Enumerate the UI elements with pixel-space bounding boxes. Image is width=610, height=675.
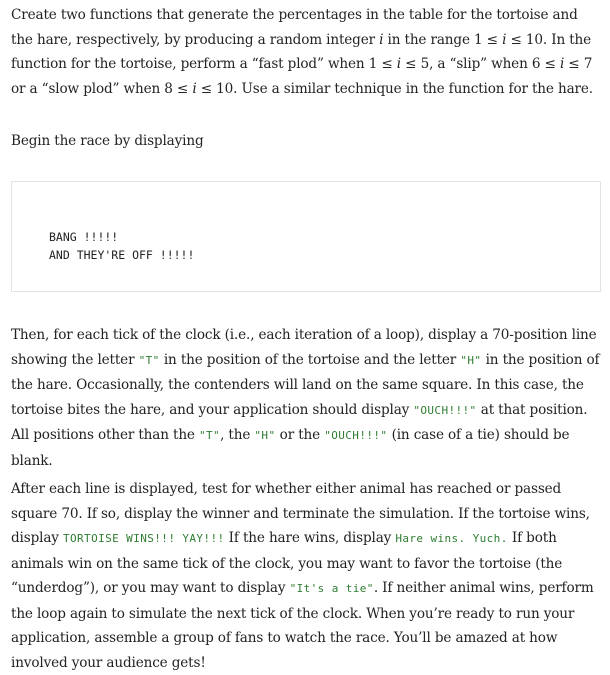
inline-code: "OUCH!!!" xyxy=(324,429,388,442)
text-run: , the xyxy=(220,427,255,443)
math-variable-i: i xyxy=(502,31,507,48)
code-line-theyre-off: AND THEY'RE OFF !!!!! xyxy=(49,248,195,262)
text-run: at that position. All positions other than the xyxy=(11,401,588,443)
inline-code: TORTOISE WINS!!! YAY!!! xyxy=(62,532,225,545)
inline-code: Hare wins. Yuch. xyxy=(395,532,508,545)
inline-code: "It's a tie" xyxy=(289,582,374,595)
paragraph-function-instructions xyxy=(11,3,603,101)
text-run: . If neither animal wins, perform the loop again to simulate the next tick of the clock. When you’re ready to run your application, assemble a group of fans to watch the race. You’ll be amazed at how involved your audience gets! xyxy=(11,580,594,671)
inline-code: "T" xyxy=(199,429,221,442)
text-run: in the range 1 ≤ xyxy=(383,31,503,48)
text-run: ≤ 7 or a “slow plod” when 8 ≤ xyxy=(11,56,593,97)
math-variable-i: i xyxy=(379,31,384,48)
paragraph-begin-race: Begin the race by displaying xyxy=(11,133,204,149)
text-run: or the xyxy=(275,427,325,443)
inline-code: "H" xyxy=(254,429,276,442)
text-run: If the hare wins, display xyxy=(224,530,396,546)
text-run: After each line is displayed, test for whether either animal has reached or passed square 70. If so, display the winner and terminate the simulation. If the tortoise wins, display xyxy=(11,481,590,546)
text-run: ≤ 10. In the function for the tortoise, perform a “fast plod” when 1 ≤ xyxy=(11,31,592,72)
inline-code: "H" xyxy=(460,353,482,367)
inline-code: "OUCH!!!" xyxy=(413,403,477,417)
math-variable-i: i xyxy=(559,56,565,72)
text-run: Create two functions that generate the percentages in the table for the tortoise and the hare, respectively, by producing a random integer xyxy=(11,7,578,48)
text-run: in the position of the hare. Occasionally, the contenders will land on the same square. In this case, the tortoise bites the hare, and your application should display xyxy=(11,351,600,418)
inline-code: "T" xyxy=(138,353,160,367)
paragraph-winner-check xyxy=(11,477,603,675)
code-line-bang: BANG !!!!! xyxy=(49,230,119,244)
paragraph-tick-display xyxy=(11,323,603,473)
text-run: Then, for each tick of the clock (i.e., each iteration of a loop), display a 70-position line showing the letter xyxy=(11,327,597,368)
text-run: If both animals win on the same tick of the clock, you may want to favor the tortoise (the “underdog”), or you may want to display xyxy=(11,530,563,596)
text-run: (in case of a tie) should be blank. xyxy=(11,427,570,469)
text-run: in the position of the tortoise and the letter xyxy=(159,351,461,368)
math-variable-i: i xyxy=(192,80,197,97)
code-block xyxy=(11,181,601,292)
math-variable-i: i xyxy=(396,56,401,72)
text-run: ≤ 5, a “slip” when 6 ≤ xyxy=(401,56,560,72)
text-run: ≤ 10. Use a similar technique in the function for the hare. xyxy=(196,80,593,97)
